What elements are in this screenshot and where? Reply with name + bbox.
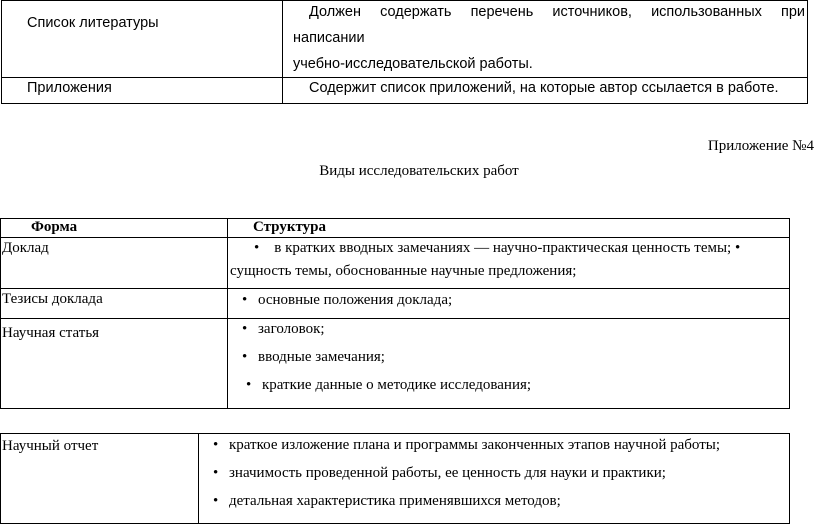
- form-label: Научный отчет: [2, 438, 99, 454]
- row-text: Содержит список приложений, на которые автор ссылается в работе.: [309, 80, 779, 96]
- structure-cell: [228, 289, 790, 319]
- list-item: [242, 343, 785, 371]
- structure-line: сущность темы, обоснованные научные предложения;: [230, 263, 577, 279]
- structure-list: [201, 431, 785, 515]
- bullet: •: [242, 321, 248, 337]
- table-row: [1, 238, 790, 289]
- structure-cell: [228, 319, 790, 409]
- structure-line: • в кратких вводных замечаниях — научно-практическая ценность темы; •: [254, 240, 741, 256]
- bullet: •: [213, 437, 219, 453]
- bullet: •: [246, 377, 252, 393]
- list-item-text: детальная характеристика применявшихся методов;: [229, 493, 561, 509]
- header-form-cell: [1, 219, 228, 238]
- research-types-table-continued: [0, 433, 790, 524]
- form-label: Научная статья: [2, 325, 100, 341]
- research-types-table: [0, 218, 790, 409]
- row-text-line: учебно-исследовательской работы.: [293, 56, 533, 72]
- list-item: [242, 315, 785, 343]
- sources-appendix-table: [1, 0, 808, 104]
- header-structure-cell: [228, 219, 790, 238]
- table-header-row: [1, 219, 790, 238]
- bullet: •: [213, 465, 219, 481]
- row-text-cell: [283, 78, 808, 104]
- bullet: •: [242, 349, 248, 365]
- structure-cell: [199, 434, 790, 524]
- table-row: [1, 289, 790, 319]
- form-label: Тезисы доклада: [2, 291, 103, 307]
- list-item: [213, 487, 785, 515]
- bullet: •: [213, 493, 219, 509]
- bullet: •: [242, 292, 248, 308]
- appendix-label: Приложение №4: [707, 138, 814, 154]
- list-item-text: значимость проведенной работы, ее ценность для науки и практики;: [229, 465, 666, 481]
- structure-cell: [228, 238, 790, 289]
- table-row: [1, 434, 790, 524]
- form-label: Доклад: [2, 240, 49, 256]
- row-label-cell: [2, 1, 283, 78]
- table-row: [2, 1, 808, 78]
- list-item: [213, 431, 785, 459]
- form-cell: [1, 238, 228, 289]
- list-item-text: основные положения доклада;: [258, 292, 453, 308]
- list-item: [230, 290, 785, 310]
- row-label-cell: [2, 78, 283, 104]
- row-label: Приложения: [27, 80, 112, 96]
- form-cell: [1, 434, 199, 524]
- list-item-text: вводные замечания;: [258, 349, 385, 365]
- row-text-line: Должен содержать перечень источников, использованных при написании: [293, 4, 805, 46]
- list-item-text: краткие данные о методике исследования;: [262, 377, 532, 393]
- page-title: Виды исследовательских работ: [319, 163, 519, 179]
- table-row: [1, 319, 790, 409]
- form-cell: [1, 289, 228, 319]
- row-text-cell: [283, 1, 808, 78]
- structure-list: [230, 315, 785, 399]
- list-item: [242, 371, 785, 399]
- header-form: Форма: [31, 219, 78, 235]
- list-item-text: заголовок;: [258, 321, 325, 337]
- list-item: [213, 459, 785, 487]
- form-cell: [1, 319, 228, 409]
- list-item-text: краткое изложение плана и программы законченных этапов научной работы;: [229, 437, 720, 453]
- table-row: [2, 78, 808, 104]
- header-structure: Структура: [253, 219, 326, 235]
- row-label: Список литературы: [27, 15, 159, 31]
